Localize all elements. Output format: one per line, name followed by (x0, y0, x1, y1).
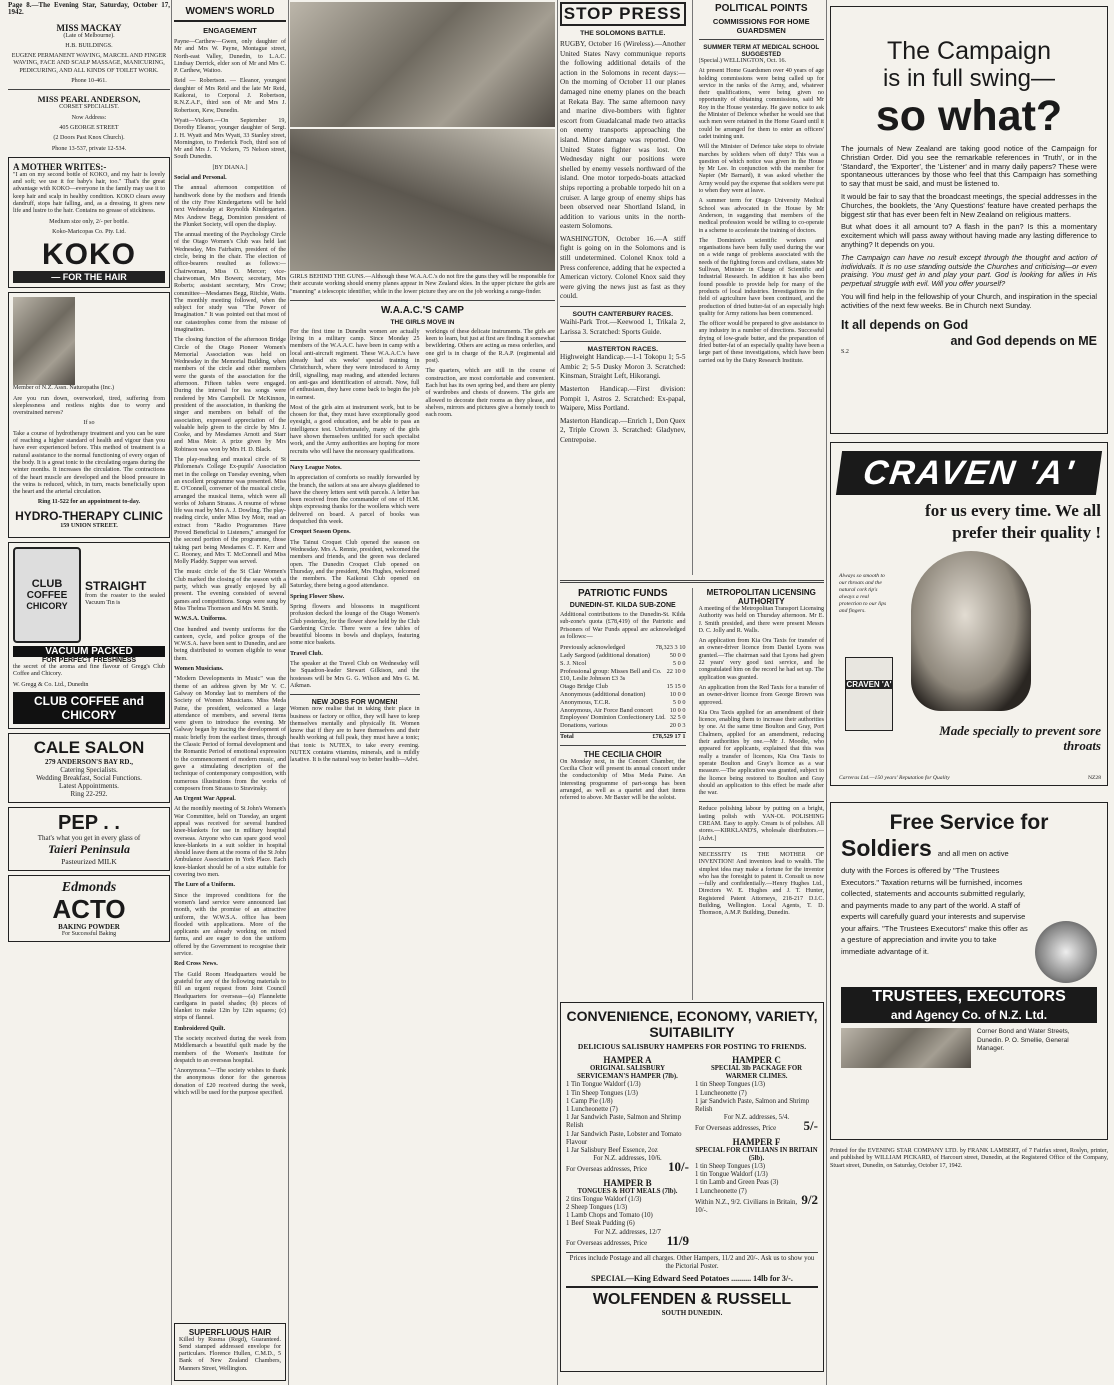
fund-row (560, 660, 686, 668)
hamper-item: 1 Luncheonette (7) (566, 1106, 618, 1114)
hamper-c-sub: SPECIAL 3lb PACKAGE FOR WARMER CLIMES. (710, 1065, 803, 1081)
croquet-heading: Croquet Season Opens. (290, 529, 351, 536)
acto-ad (8, 875, 170, 942)
campaign-l3: so what? (875, 92, 1063, 140)
licensing-p2: An application from Kia Ora Taxis for transfer of an owner-driver licence from Daniel Lyons was granted.—The chairman said that Lyons had given 22 years' very good taxi service, and he congratulated him on the record he had set up. The application was granted. (698, 638, 824, 681)
red-cross-p: The Guild Room Headquarters would be grateful for any of the following materials to fill an urgent request from Joint Council Headquarters for overseas—(a) Flannelette cardigans in pastel shades; (b) pieces of blanket to make 12in by 12in squares; (c) strips of flannel. (174, 971, 286, 1022)
masterton-p3: Masterton Handicap.—Enrich 1, Don Quex 2, Triple Crown 3. Scratched: Gladynev, Centrepoise. (560, 416, 686, 444)
trustees-building-illustration (841, 1028, 971, 1068)
patriotic-intro: Additional contributions to the Dunedin-St. Kilda sub-zone's quota (£78,419) of the Patriotic and Prisoners of War Funds appeal are acknowledged as follows:— (560, 612, 686, 640)
fund-total: £78,529 17 1 (652, 732, 686, 740)
hamper-item: 1 tin Sheep Tongues (1/3) (695, 1163, 766, 1171)
hamper-item: 1 Camp Pie (1/8) (566, 1097, 613, 1105)
hamper-c-nz: For N.Z. addresses, 5/4. (723, 1114, 790, 1122)
engagement-1: Payne—Carthew—Gwen, only daughter of Mr and Mrs W. Payne, Montague street, North-east Valley, Dunedin, to L.A.C. Lindsay Derrick, elder son of Mr and Mrs C. P. Carthew, Waitoo. (174, 39, 286, 75)
fund-amount: 32 5 0 (669, 714, 686, 722)
fund-row (560, 714, 686, 722)
anonymous-p: "Anonymous."—The society wishes to thank the anonymous donor for the generous donation of £20 received during the week, which will be used for the purpose specified. (174, 1068, 286, 1097)
craven-pack-label: CRAVEN 'A' (846, 680, 892, 689)
political-dateline: (Special.) WELLINGTON, Oct. 16. (698, 58, 787, 64)
fund-row (560, 683, 686, 691)
fund-row (560, 644, 686, 652)
patriotic-title: PATRIOTIC FUNDS (577, 588, 668, 599)
waac-p1: For the first time in Dunedin women are actually living in a military camp. Since Monday 25 members of the W.A.A.C. have been in camp with a local anti-aircraft regiment. These W.A.A.C.'s have already had six weeks' special training in Christchurch, where they were introduced to Army drill, signalling, map reading, and attended lectures on anti-gas and identification of aircraft. Now, full of enthusiasm, they have come back to begin the job in earnest. (290, 328, 420, 401)
fund-amount: 5 0 0 (672, 659, 686, 667)
wwsa-heading: W.W.S.A. Uniforms. (174, 616, 227, 623)
hamper-f-sub: SPECIAL FOR CIVILIANS IN BRITAIN (5lb). (695, 1146, 818, 1162)
acto-sub: BAKING POWDER (58, 922, 120, 931)
hydro-caption: Member of N.Z. Assn. Naturopaths (Inc.) (13, 385, 115, 392)
trustees-title1: Free Service for (889, 811, 1049, 834)
cale-l3: Latest Appointments. (59, 781, 119, 790)
social-p5: The music circle of the St Clair Women's Club marked the closing of the season with a party, which was greatly enjoyed by all present. The evening consisted of several games and competitions. Songs were sung by Miss Thelma Thomson and Mrs M. Smith. (174, 569, 286, 612)
craven-a-ad (830, 442, 1108, 786)
canterbury-title: SOUTH CANTERBURY RACES. (572, 311, 673, 319)
cale-salon-ad (8, 733, 170, 803)
club-coffee-ad (8, 542, 170, 729)
koko-brand: KOKO (42, 238, 136, 272)
hampers-maker: WOLFENDEN & RUSSELL (566, 1286, 818, 1309)
fund-amount: 20 0 3 (669, 722, 686, 730)
political-points-column (699, 0, 825, 575)
travel-p: The speaker at the Travel Club on Wednesday will be Squadron-leader Stewart Gilkison, and the hostesses will be Mrs G. G. Wilson and Mrs G. M. Aikman. (290, 661, 420, 689)
mackay-name: MISS MACKAY (56, 22, 122, 33)
hamper-b-nz: For N.Z. addresses, 12/7 (594, 1228, 661, 1236)
tin-label-coffee: COFFEE (26, 590, 68, 602)
licensing-title: METROPOLITAN LICENSING AUTHORITY (706, 588, 816, 606)
fund-label: Lady Sargood (additional donation) (560, 651, 650, 659)
column-3 (290, 0, 555, 1385)
hydro-addr: 159 UNION STREET. (60, 522, 118, 529)
licensing-p1: A meeting of the Metropolitan Transport Licensing Authority was held on Thursday afternoon. Mr E. J. Smith presided, and there were present Messrs D. C. Jolly and R. Walls. (698, 606, 824, 634)
fund-amount: 15 15 0 (666, 683, 686, 691)
hamper-item: 1 tin Lamb and Green Peas (3) (695, 1179, 779, 1187)
woman-portrait-illustration (911, 551, 1031, 711)
social-p4: The play-reading and musical circle of St Philomena's College Ex-pupils' Association met in the college on Tuesday evening, when an excellent programme was presented. Miss E. O'Connell, convener of the musical circle, arranged the musical items, which were all works of Johann Strauss. A resume of whose life was read by Mrs A. J. Dowling. The play-reading circle, under Miss Ivy Moir, read an extract from "Radio Programmes Have Proved Beneficial to Listeners," arranged for the second portion of the programme, those taking part being Mesdames C. F. Kerr and C. Rooney, and Mrs T. McConnell and Miss Molly Pladdy. Supper was served. (174, 457, 286, 566)
cecilia-title: THE CECILIA CHOIR (583, 749, 662, 759)
fund-label: Anonymous (additional donation) (560, 690, 646, 698)
superfluous-title: SUPERFLUOUS HAIR (188, 1327, 272, 1337)
waac-p3: workings of these delicate instruments. The girls are keen to learn, but just at first are finding it somewhat bewildering. Others are acting as mess orderlies, and one girl is in charge of the R.A.P. (regimental aid post). (425, 328, 555, 365)
craven-l2: prefer their quality ! (952, 523, 1101, 542)
trustees-seal-emblem (1035, 921, 1097, 983)
craven-l1: for us every time. We all (925, 501, 1101, 520)
hydro-ring: Ring 11-522 for an appointment to-day. (37, 499, 141, 506)
pep-line: That's what you get in every glass of (37, 833, 141, 842)
waac-p2: Most of the girls aim at instrument work, but to be chosen for that, they must have exceptionally good eyesight, a good education, and be able to pass an intelligence test. Unfortunately, many of the girls have shown themselves unfitted for such specialist work, and the Army authorities are hoping for more recruits who will have the necessary qualifications. (290, 404, 420, 455)
campaign-tag2: and God depends on ME (950, 333, 1097, 348)
tin-label-club: CLUB (31, 578, 63, 591)
stop-press-heading: STOP PRESS (560, 2, 686, 26)
hamper-f-list (695, 1163, 818, 1196)
campaign-tag1: It all depends on God (841, 317, 969, 332)
hydro-body2: Take a course of hydrotherapy treatment and you can be sure of reaching a higher standard of health and vigour than you have ever experienced before. This method of treatment is a natural assistance to the normal functioning of every organ of the body. It is a great tonic to the circulating organs during the winter months. It increases the circulation. The contractions of the heart muscle are developed and the blood pressure in the veins is reduced, which, in turn, reacts beneficially upon the heart and the arterial circulation. (13, 430, 165, 496)
hamper-c-list (695, 1081, 818, 1114)
fund-amount: 50 0 0 (669, 651, 686, 659)
appeal-p: At the monthly meeting of St John's Women's War Committee, held on Tuesday, an urgent appeal was received for several hundred knee-blankets for use in military hospital overseas. Anyone who can spare good wool knee-blankets in a suit soldier in hospital should leave them at the rooms of the St John Ambulance Association in York Place. Each knee-blanket should be of a size suitable for covering two men. (174, 806, 286, 879)
anderson-addr1: Now Address: (71, 114, 107, 121)
fund-label: Otago Bridge Club (560, 683, 608, 691)
political-sub2: SUMMER TERM AT MEDICAL SCHOOL SUGGESTED (703, 44, 820, 58)
hamper-item: 1 Tin Sheep Tongues (1/3) (566, 1089, 638, 1097)
social-p1: The annual afternoon competition of handiwork done by the mothers and friends of the city Free Kindergartens will be held next Wednesday at Reynolds Kindergarten. Mrs Andrew Begg, Dominion president of the Plunket Society, will open the display. (174, 185, 286, 228)
navy-heading: Navy League Notes. (290, 464, 342, 471)
hydro-name: HYDRO-THERAPY CLINIC (15, 508, 163, 523)
coffee-from: from the roaster to the sealed Vacuum Tin is (85, 592, 165, 606)
byline: [BY DIANA.] (212, 164, 248, 171)
trustees-executors-ad (830, 802, 1108, 1140)
column-2 (174, 0, 286, 1385)
craven-maker: Carreras Ltd.—150 years' Reputation for Quality (839, 775, 950, 781)
engagement-3: Wyatt—Vickers.—On September 19, Dorothy Eleanor, younger daughter of Sergt. J. H. Wyatt and Mrs Wyatt, 33 Stanley street, Mornington, to Frederick Foch, third son of Mr and Mrs J. T. Vickers, 75 Nelson street, South Dunedin. (174, 117, 286, 161)
craven-code: NZ28 (1087, 775, 1101, 781)
hamper-c-title: HAMPER C (732, 1055, 781, 1065)
fund-label: Anonymous, Air Force Band concert (560, 706, 653, 714)
superfluous-body: Killed by Rusma (Regd), Guaranteed. Send stamped addressed envelope for particulars. Florence Hullen, C.M.D., 5 Bank of New Zealand Chambers, Manners Street, Wellington. (179, 1336, 281, 1372)
campaign-num: S.2 (841, 348, 849, 355)
coffee-tin-illustration (13, 547, 81, 643)
campaign-p2: It would be fair to say that the broadcast meetings, the special addresses in the Churches, the booklets, the 'Any Questions' feature have created perhaps the biggest stir that has ever been felt in New Zealand on religious matters. (841, 191, 1097, 219)
anderson-addr2: 405 GEORGE STREET (59, 124, 119, 131)
jobs-p: Women now realise that in taking their place in business or factory or office, they will have to keep themselves mentally and physically fit. Women know that if they are to have themselves and their health working at full peak, they must have a tonic; that tonic is NUTEX, to take every evening. NUTEX contains vitamins, minerals, and is mildly laxative. It is the natural way to better health—Advt. (290, 706, 420, 764)
fund-row (560, 668, 686, 684)
yan-ol-advt: Reduce polishing labour by putting on a bright, lasting polish with YAN-OL POLISHING CREAM. Easy to apply. Cream is of polishes. All stores.—KIRKLAND'S, wholesale distributors.—[Advt.] (698, 806, 824, 842)
portrait-photo (13, 297, 75, 385)
coffee-fresh: FOR PERFECT FRESHNESS (41, 656, 137, 664)
anderson-sub: CORSET SPECIALIST. (59, 104, 119, 111)
hamper-a-over-label: For Overseas addresses, Price (566, 1166, 648, 1174)
craven-logo: CRAVEN 'A' (836, 451, 1102, 495)
campaign-p5: You will find help in the fellowship of your Church, and inspiration in the special activities of the next few weeks. Be in Church next Sunday. (841, 291, 1097, 310)
hamper-b-over-label: For Overseas addresses, Price (566, 1239, 648, 1247)
campaign-l2: is in full swing— (882, 65, 1056, 92)
trustees-banner1: TRUSTEES, EXECUTORS (841, 987, 1097, 1007)
hamper-item: 1 jar Sandwich Paste, Salmon and Shrimp Relish (695, 1097, 810, 1114)
waac-p4: The quarters, which are still in the course of construction, are most comfortable and convenient. Each hut has its own spring bed, and there are plenty of wardrobes and chests of drawers. The girls are allowed to decorate their rooms as they please, and shelves, mirrors and pictures give a homely touch to each room. (425, 368, 555, 419)
column-4 (560, 0, 824, 1385)
patriotic-column (560, 588, 686, 1000)
flower-show-heading: Spring Flower Show. (290, 593, 345, 600)
political-p5: The officer would be prepared to give assistance to any industry in a number of directions. Successful drying of low-grade butter, and the preparation of dried butter-fat of an especially quality have been a large part of these investigations, which have been carried out by the Dairy Research Institute. (698, 321, 824, 364)
fund-label: Anonymous, T.C.R. (560, 698, 611, 706)
licensing-p3: An application from the Red Taxis for a transfer of an owner-driver licence from George Brown was approved. (698, 684, 824, 706)
coffee-vacuum: VACUUM PACKED (13, 646, 165, 657)
photo-caption: GIRLS BEHIND THE GUNS.—Although these W.A.A.C.'s do not fire the guns they will be responsible for their accurate working should enemy planes appear in New Zealand skies. In the upper picture the girls are "manning" a telescopic identifier, while in the lower picture they are on the job working a range-finder. (290, 274, 555, 295)
anderson-name: MISS PEARL ANDERSON, (37, 94, 141, 105)
campaign-p3: But what does it all amount to? A flash in the pan? Is this a momentary excitement which will pass away without having made any lasting difference to anything? It depends on you. (841, 222, 1097, 249)
mackay-ad (8, 23, 170, 86)
fund-amount: 10 0 0 (669, 690, 686, 698)
hamper-item: 1 Tin Tongue Waldorf (1/3) (566, 1081, 641, 1089)
cigarette-pack-illustration (845, 657, 893, 731)
tin-label-chicory: CHICORY (26, 601, 68, 612)
campaign-p4: The Campaign can have no result except through the thought and action of individuals. It is no use standing outside the Churches and criticising—or even praising. You must get in and play your part. God is looking for allies in His perpetual struggle with evil. Will you offer yourself? (841, 252, 1097, 289)
hamper-item: 1 tin Sheep Tongues (1/3) (695, 1081, 766, 1089)
political-p3: A summer term for Otago University Medical School was advocated in the House by Mr Anderson, in suggesting that members of the medical profession would be willing to co-operate in a scheme to accelerate the training of doctors. (698, 198, 824, 234)
fund-row (560, 691, 686, 699)
koko-heading: A MOTHER WRITES:- (13, 161, 107, 172)
solomons-p2: WASHINGTON, October 16.—A stiff fight is going on in the Solomons and is still undetermined. Colonel Knox told a Press conference, adding that he expected a American victory. Colonel Knox said they were giving the news just as fast as they could. (560, 234, 686, 301)
koko-maker: Koko-Maricopas Co. Pty. Ltd. (52, 228, 126, 235)
licensing-p4: Kia Ora Taxis applied for an amendment of their licence, enabling them to increase their authorities by one. At the same time Boulton and Gray, Port Chalmers, applied for an amendment, reducing their authorities by one.—Mr J. Moodie, who appeared for applicants, explained that this was really a transfer of licences, Kia Ora Taxis to operate Boulton and Gray's licence as a war measure.—The application was granted, subject to the licence being restored to Boulton and Gray should an application to this effect be made after the war. (698, 709, 824, 797)
acto-brand2: ACTO (52, 893, 126, 924)
fund-total-row (560, 732, 686, 741)
canterbury-p: Waihi-Park Trot.—Keewood 1, Trikala 2, Larissa 3. Scratched: Sports Guide. (560, 318, 686, 336)
hamper-a-over-price: 10/- (668, 1159, 689, 1175)
anderson-ad (8, 94, 170, 152)
fund-row (560, 707, 686, 715)
cale-l4: Ring 22-292. (70, 789, 108, 798)
fund-label: Professional group: Misses Bell and Co. £10, Leslie Johnson £3 3s (560, 667, 662, 683)
solomons-title: THE SOLOMONS BATTLE. (580, 30, 666, 37)
cale-addr: 279 ANDERSON'S BAY RD., (45, 757, 133, 766)
hamper-b-sub: TONGUES & HOT MEALS (7lb). (577, 1187, 678, 1195)
hamper-a-nz: For N.Z. addresses, 10/6. (593, 1155, 662, 1163)
fund-label: Previously acknowledged (560, 644, 625, 652)
hamper-c-over-price: 5/- (803, 1118, 818, 1134)
lure-heading: The Lure of a Uniform. (174, 882, 235, 889)
hamper-item: 1 Lamb Chops and Tomato (10) (566, 1212, 653, 1220)
column-1 (8, 0, 170, 1385)
fund-row (560, 652, 686, 660)
acto-small: For Successful Baking (61, 930, 117, 937)
trustees-addr: Corner Bond and Water Streets, Dunedin. P. O. Smellie, General Manager. (977, 1028, 1070, 1052)
engagement-2: Reid — Robertson. — Eleanor, youngest daughter of Mrs Reid and the late Mr Reid, Kaikorai, to Corporal J. Robertson, R.N.Z.A.F., third son of Mr and Mrs J. Robertson, Kew, Dunedin. (174, 78, 286, 114)
hamper-a-list (566, 1081, 689, 1155)
patent-advt: NECESSITY IS THE MOTHER OF INVENTION! And inventors lead to wealth. The simplest idea may make a fortune for the inventor who has the foresight to patent it. Consult us now—fully and confidentially.—Henry Hughes Ltd., Directors W. E. Hughes and J. T. Hunter, Registered Patent Attorneys, 218-217 D.I.C. Building, Wellington. Local Agents, T. D. Thomson, A.M.P. Building, Dunedin. (698, 851, 824, 917)
pep-brand: PEP . . (58, 811, 120, 834)
fund-list (560, 644, 686, 730)
hampers-postage: Prices include Postage and all charges. Other Hampers, 11/2 and 20/-. Ask us to show you the Pictorial Poster. (566, 1252, 818, 1271)
cale-l2: Wedding Breakfast, Social Functions. (36, 773, 142, 782)
hamper-c-over-label: For Overseas addresses, Price (695, 1125, 777, 1133)
flower-show-p: Spring flowers and blossoms in magnificent profusion decked the lounge of the Otago Women's Club yesterday, for the flower show held by the Club Gardening Circle. There were a few tables of beautiful blooms in bowls and displays, featuring some nice baskets. (290, 603, 420, 647)
anderson-phone: Phone 13-537, private 12-534. (51, 145, 127, 152)
hamper-f-price: 9/2 (801, 1191, 818, 1207)
fund-row (560, 699, 686, 707)
hamper-item: 1 Luncheonette (7) (695, 1187, 747, 1195)
trustees-body: duty with the Forces is offered by "The Trustees Executors." Taxation returns will be furnished, incomes collected, statements and accounts submitted regularly, and payments made to any part of the world. A staff of experts will carefully guard your interests and supervise your affairs. "The Trustees Executors" make this offer as a gesture of appreciation and invite you to take immediate advantage of it. (841, 866, 1028, 956)
hamper-item: 1 Jar Sandwich Paste, Lobster and Tomato Flavour (566, 1130, 682, 1146)
fund-amount: 22 10 0 (666, 667, 686, 675)
social-p3: The closing function of the afternoon Bridge Circle of the Otago Pioneer Women's Memorial Association was held on Wednesday in the Memorial Building, when members of the circle and other members were the guests of the association for the afternoon. Fifteen tables were engaged. During the interval for tea songs were rendered by Mrs Campbell. Dr McKinnon, president of the association, in thanking the singer and members on behalf of the association, expressed appreciation of the valuable help given to the circle by Mrs J. Cooke, and by Mesdames Arnott and Starr and Miss Moir. A prize given by Mrs Robinson was won by Mrs H. D. Black. (174, 337, 286, 453)
fund-amount: 5 0 0 (672, 698, 686, 706)
music-heading: Women Musicians. (174, 666, 224, 673)
wwsa-p: One hundred and twenty uniforms for the canteen, cycle, and police groups of the W.W.S.A. have been sent to Dunedin, and are being distributed to women eligible to wear them. (174, 626, 286, 662)
coffee-maker: W. Gregg & Co. Ltd., Dunedin (13, 681, 89, 688)
craven-side: Always so smooth to our throats and the natural cork tip's always a real protection to our lips and fingers. (839, 573, 887, 614)
superfluous-hair-ad (174, 1323, 286, 1381)
campaign-ad (830, 6, 1108, 434)
navy-p: In appreciation of comforts so readily forwarded by the branch, the sailors at sea are always gladdened to have the cheery letters sent with parcels. A letter has been received from the commander of one of H.M. ships expressing thanks for the woollens which were delivered on board. A parcel of books was despatched this week. (290, 475, 420, 526)
coffee-banner: CLUB COFFEE and CHICORY (13, 692, 165, 724)
hampers-special: SPECIAL—King Edward Seed Potatoes .......... 14lb for 3/-. (591, 1274, 793, 1284)
hydro-therapy-ad (8, 292, 170, 538)
trustees-title2: Soldiers (841, 835, 932, 861)
dunedin-title: DUNEDIN-ST. KILDA SUB-ZONE (569, 602, 676, 609)
lure-p: Since the improved conditions for the women's land service were announced last month, with the promise of an attractive uniform, the W.W.S.A. office has been flooded with applications. More of the applicants are already working on mixed farms, and are eager to don the uniform offered by the Government to recognise their service. (174, 892, 286, 958)
political-p1: At present Home Guardsmen over 40 years of age holding commissions were being called up for service in the ranks of the Army, and, whatever their qualifications, were being given no opportunity of obtaining commissions, said Mr Roy in the House yesterday. He gave notice to ask the Minister of Defence whether he would see that such men were retained in the Home Guard until it could be arranged for them to enter an officers' cadet training unit. (698, 68, 824, 140)
licensing-column (699, 588, 825, 1000)
hampers-h1: CONVENIENCE, ECONOMY, VARIETY, SUITABILITY (566, 1008, 818, 1040)
mackay-addr: H.B. BUILDINGS. (65, 42, 113, 49)
fund-label: S. J. Nicol (560, 659, 587, 667)
campaign-l1: The Campaign (887, 37, 1051, 65)
pep-milk: Pasteurized MILK (61, 856, 117, 866)
engagement-heading: ENGAGEMENT (203, 26, 257, 35)
salisbury-hampers-ad (560, 1002, 824, 1372)
anderson-addr3: (2 Doors Past Knox Church). (53, 135, 125, 142)
koko-tag: — FOR THE HAIR (13, 271, 165, 283)
quilt-p: The society received during the week from Middlemarch a beautiful quilt made by the members of the Women's Institute for despatch to an overseas hospital. (174, 1036, 286, 1064)
fund-amount: 10 0 0 (669, 706, 686, 714)
social-p2: The annual meeting of the Psychology Circle of the Otago Women's Club was held last Wednesday, Mrs Fairbairn, president of the circle, being in the chair. The election of office-bearers resulted as follows:—Chairwoman, Miss O. Mercer; vice-chairwoman, Mrs Bowen; secretary, Mrs Roberts; assistant secretary, Mrs Crow; committee—Mesdames Begg, Ritchie, Watts. The monthly meeting followed, when the subject for study was "The Power of Imagination." It was pointed out that most of our catastrophes come from the misuse of imagination. (174, 232, 286, 333)
pep-milk-ad (8, 807, 170, 871)
campaign-p1: The journals of New Zealand are taking good notice of the Campaign for Christian Order. Did you see the remarkable references in 'Truth', or in the 'Standard', the 'Exporter', the 'Listener' and in many daily papers? These were spontaneous utterances by those who feel that this Campaign has something to say that must be said, and must be listened to. (841, 144, 1097, 189)
masterton-p2: Masterton Handicap.—First division: Pompit 1, Astros 2. Scratched: Ex-papal, Waipere, Miss Portland. (560, 385, 686, 413)
koko-quote: "I am on my second bottle of KOKO, and my hair is lovely and soft; we use it for baby's hair, too." That's the great advantage with KOKO—everyone in the family may use it to keep hair and scalp in healthy condition. KOKO clears away dandruff, stops hair falling, and, as a dressing, it gives new life and lustre to the hair. Contains no grease of stickiness. (13, 171, 165, 215)
mackay-sub: (Late of Melbourne). (63, 32, 115, 39)
quilt-heading: Embroidered Quilt. (174, 1025, 226, 1032)
pep-maker: Taieri Peninsula (48, 841, 130, 856)
page-header: Page 8.—The Evening Star, Saturday, October 17, 1942. (8, 1, 170, 17)
political-sub1: COMMISSIONS FOR HOME GUARDSMEN (712, 17, 810, 35)
cecilia-p: On Monday next, in the Concert Chamber, the Cecilia Choir will present its annual concert under the conductorship of Miss Meda Paine. An interesting programme of part-songs has been arranged, as well as a quartet and duet items referred to above. Mr Baxter will be the soloist. (560, 758, 686, 802)
fund-amount: 78,323 3 10 (655, 644, 686, 652)
hydro-body1: Are you run down, overworked, tired, suffering from sleeplessness and restless nights due to worry and overstrained nerves? (13, 395, 165, 417)
imprint: Printed for the EVENING STAR COMPANY LTD. by FRANK LAMBERT, of 7 Fairfax street, Roslyn, printer, and published by WILLIAM PICKARD, of Harcourt street, Dunedin, at the Registered Office of the Company, Stuart street, Dunedin, on Saturday, October 17, 1942. (830, 1148, 1108, 1169)
hamper-item: 1 tin Tongue Waldorf (1/3) (695, 1171, 768, 1179)
hamper-a-sub: ORIGINAL SALISBURY SERVICEMAN'S HAMPER (7lb). (577, 1065, 678, 1081)
trustees-title3: and all men on active (937, 849, 1009, 858)
lower-photo (290, 129, 555, 271)
travel-heading: Travel Club. (290, 650, 323, 657)
hamper-item: 2 tins Tongue Waldorf (1/3) (566, 1195, 642, 1203)
croquet-p: The Tainui Croquet Club opened the season on Wednesday. Mrs A. Rennie, president, welcomed the members and friends, and the green was declared open. The Dunedin Croquet Club opened on Thursday, and the president, Mrs Hughes, welcomed the members. The Kaikorai Club opened on Saturday, there being a good attendance. (290, 539, 420, 590)
waac-title: W.A.A.C.'S CAMP (381, 304, 464, 316)
music-p: "Modern Developments in Music" was the theme of an address given by Mr V. C. Galway on Monday last to members of the Society of Women Musicians. Miss Meda Paine, the president, welcomed a large attendance of members, and several items were given to introduce the evening. Mr Galway began by tracing the development of music briefly from the earliest times, through the Classic Period of formal development and the Romantic Period of emotional expression to the commencement of modern music, and gave a stimulating description of the technique of contemporary composition, with numerous illustrations from the works of composers from Strauss to Stravinsky. (174, 676, 286, 792)
red-cross-heading: Red Cross News. (174, 961, 218, 968)
hamper-f-title: HAMPER F (732, 1136, 781, 1147)
cale-l1: Catering Specialists. (60, 765, 118, 774)
hamper-a-title: HAMPER A (603, 1055, 652, 1065)
hamper-item: 1 Beef Steak Pudding (6) (566, 1220, 635, 1228)
hampers-town: SOUTH DUNEDIN. (661, 1309, 723, 1318)
womens-world-title: WOMEN'S WORLD (174, 6, 286, 22)
jobs-heading: NEW JOBS FOR WOMEN! (311, 699, 398, 707)
hamper-item: 1 Jar Salisbury Beef Essence, 2oz (566, 1147, 658, 1155)
cale-name: CALE SALON (33, 737, 145, 757)
political-title: POLITICAL POINTS (714, 3, 808, 14)
trustees-banner2: and Agency Co. of N.Z. Ltd. (841, 1007, 1097, 1023)
fund-row (560, 722, 686, 730)
hamper-b-over-price: 11/9 (666, 1232, 689, 1248)
solomons-p1: RUGBY, October 16 (Wireless).—Another United States Navy communique reports the following additional details of the action in the Solomons in recent days:—On the morning of October 11 our planes damaged nine enemy planes on the beach at Rekata Bay. The same afternoon navy and marine dive-bombers with fighter escort from Guadalcanal made two attacks on enemy transports approaching the island. Minor damage was reported. One United States fighter was lost. On Wednesday night our positions were shelled by enemy vessels northward of the island. One motor torpedo-boats attacked ships reporting a probable torpedo hit on a cruiser. A large group of enemy ships has been observed near Shortland Island, in addition to various units in the north-eastern Solomons. (560, 40, 686, 231)
hamper-item: 2 Sheep Tongues (1/3) (566, 1204, 628, 1212)
hydro-if-so: If so (83, 420, 95, 427)
fund-label: Employees' Dominion Confectionery Ltd. (560, 714, 666, 722)
social-heading: Social and Personal. (174, 175, 227, 182)
coffee-straight: STRAIGHT (85, 578, 147, 593)
political-p4: The Dominion's scientific workers and organisations have been fully used during the war on a wide range of problems associated with the needs of the fighting forces and civilians, states Mr Sullivan, Minister in Charge of Scientific and Industrial Research. In addition it has also been found possible to provide help for many of the products of local industries. Investigations in the field of agriculture have been continued, and the production of dried butter-fat of an especially high quality for Army rations has been commenced. (698, 237, 824, 317)
mackay-phone: Phone 10-461. (71, 78, 107, 85)
waac-sub: THE GIRLS MOVE IN (390, 318, 455, 326)
masterton-title: MASTERTON RACES. (587, 346, 658, 354)
political-p2: Will the Minister of Defence take steps to obviate marches by soldiers when off duty? This was a question of which notice was given in the House by Mr Lee. In conjunction with the member for Napier (Mr Barnard), it was asked whether the Army would pay the expense that soldiers were put to when they were at leave. (698, 144, 824, 195)
hamper-f-note: Within N.Z., 9/2. Civilians in Britain, 10/-. (695, 1198, 798, 1215)
koko-ad (8, 157, 170, 288)
coffee-secret: the secret of the aroma and fine flavour of Gregg's Club Coffee and Chicory. (13, 663, 165, 678)
fund-label: Donations, various (560, 722, 608, 730)
hamper-b-list (566, 1196, 689, 1229)
fund-total-label: Total (560, 732, 574, 740)
hamper-b-title: HAMPER B (603, 1177, 652, 1188)
stop-press-column (560, 0, 686, 575)
column-5 (830, 0, 1108, 1385)
upper-photo (290, 2, 555, 127)
acto-brand1: Edmonds (61, 879, 117, 895)
hampers-h2: DELICIOUS SALISBURY HAMPERS FOR POSTING TO FRIENDS. (577, 1042, 807, 1051)
craven-made: Made specially to prevent sore throats (939, 723, 1101, 753)
hamper-item: 1 Luncheonette (7) (695, 1089, 747, 1097)
masterton-p1: Highweight Handicap.—1-1 Tokopu 1; 5-5 Ambic 2; 5-5 Dusky Moron 3. Scratched: Kinsman, Straight Left, Hikorangi. (560, 353, 686, 381)
hamper-item: 1 Jar Sandwich Paste, Salmon and Shrimp Relish (566, 1114, 681, 1130)
appeal-heading: An Urgent War Appeal. (174, 796, 236, 803)
mackay-body: EUGENE PERMANENT WAVING, MARCEL AND FINGER WAVING, FACE AND SCALP MASSAGE, MANICURING, PEDICURING, AND ALL KINDS OF TOILET WORK. (11, 53, 167, 74)
koko-price: Medium size only, 2/- per bottle. (49, 218, 129, 225)
